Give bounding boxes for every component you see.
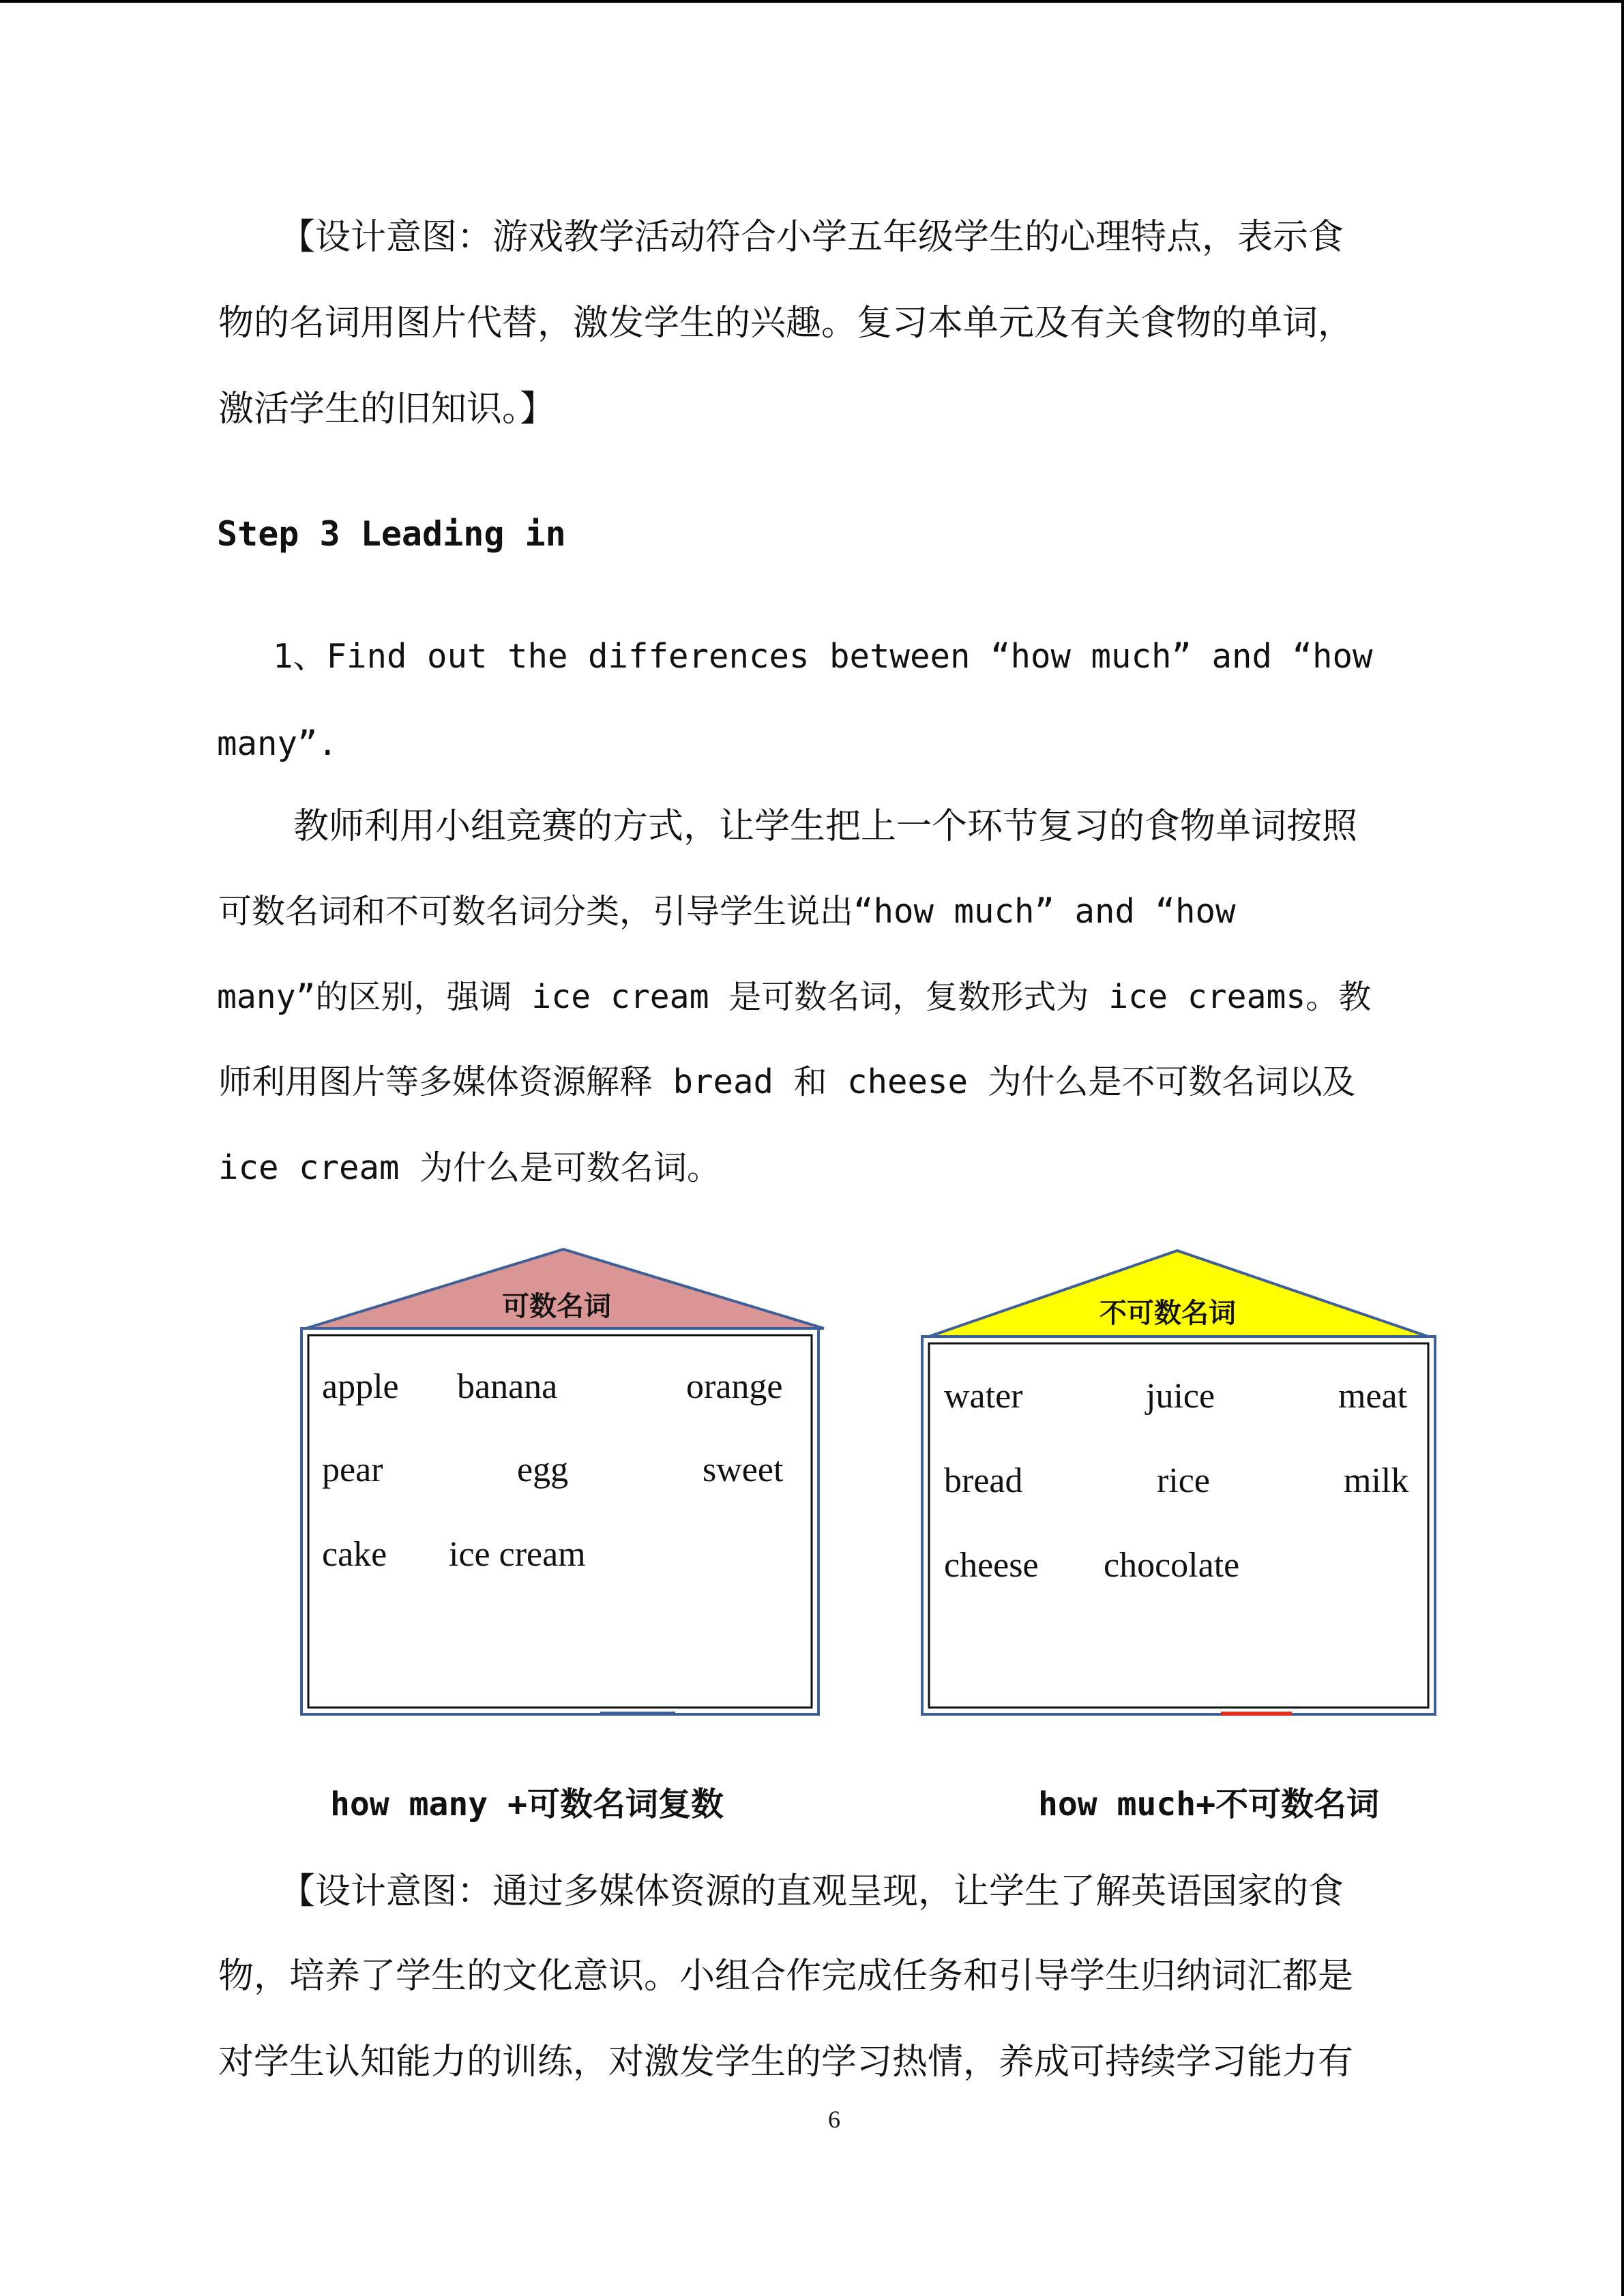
intent2-line1: 【设计意图：通过多媒体资源的直观呈现，让学生了解英语国家的食 [280,1871,1344,1912]
word-banana: banana [457,1367,558,1406]
countable-roof-label: 可数名词 [502,1290,611,1322]
word-orange: orange [686,1367,783,1406]
intent1-line2: 物的名词用图片代替，激发学生的兴趣。复习本单元及有关食物的单词， [218,303,1354,344]
word-cake: cake [322,1535,387,1574]
teacher-line5: ice cream 为什么是可数名词。 [218,1148,721,1187]
step-heading: Step 3 Leading in [217,514,566,554]
teacher-line1: 教师利用小组竞赛的方式，让学生把上一个环节复习的食物单词按照 [293,806,1358,847]
word-egg: egg [517,1450,569,1489]
word-juice: juice [1146,1377,1215,1416]
teacher-line4: 师利用图片等多媒体资源解释 bread 和 cheese 为什么是不可数名词以及 [218,1062,1356,1101]
word-meat: meat [1338,1377,1408,1416]
task-line1: 1、Find out the differences between “how much” and “how [273,637,1373,676]
right-border [1621,0,1624,2296]
word-water: water [944,1377,1023,1416]
word-milk: milk [1344,1461,1409,1500]
teacher-line2: 可数名词和不可数名词分类，引导学生说出“how much” and “how [218,892,1236,931]
intent1-line3: 激活学生的旧知识。】 [218,389,556,430]
word-cheese: cheese [944,1546,1039,1585]
intent1-line1: 【设计意图：游戏教学活动符合小学五年级学生的心理特点，表示食 [280,217,1344,258]
countable-caption: how many +可数名词复数 [330,1785,724,1823]
uncountable-caption: how much+不可数名词 [1038,1785,1380,1823]
word-pear: pear [322,1450,383,1489]
uncountable-roof-label: 不可数名词 [1099,1297,1236,1329]
intent2-line2: 物，培养了学生的文化意识。小组合作完成任务和引导学生归纳词汇都是 [218,1956,1354,1997]
page-number: 6 [828,2106,840,2133]
word-sweet: sweet [703,1450,784,1489]
word-apple: apple [322,1367,399,1406]
top-border [0,0,1624,3]
word-ice-cream: ice cream [449,1535,586,1574]
word-chocolate: chocolate [1104,1546,1240,1585]
intent2-line3: 对学生认知能力的训练，对激发学生的学习热情，养成可持续学习能力有 [218,2042,1354,2083]
teacher-line3: many”的区别，强调 ice cream 是可数名词，复数形式为 ice creams。教 [217,978,1372,1016]
word-bread: bread [944,1461,1023,1500]
word-rice: rice [1157,1461,1210,1500]
task-line2: many”. [217,724,338,763]
